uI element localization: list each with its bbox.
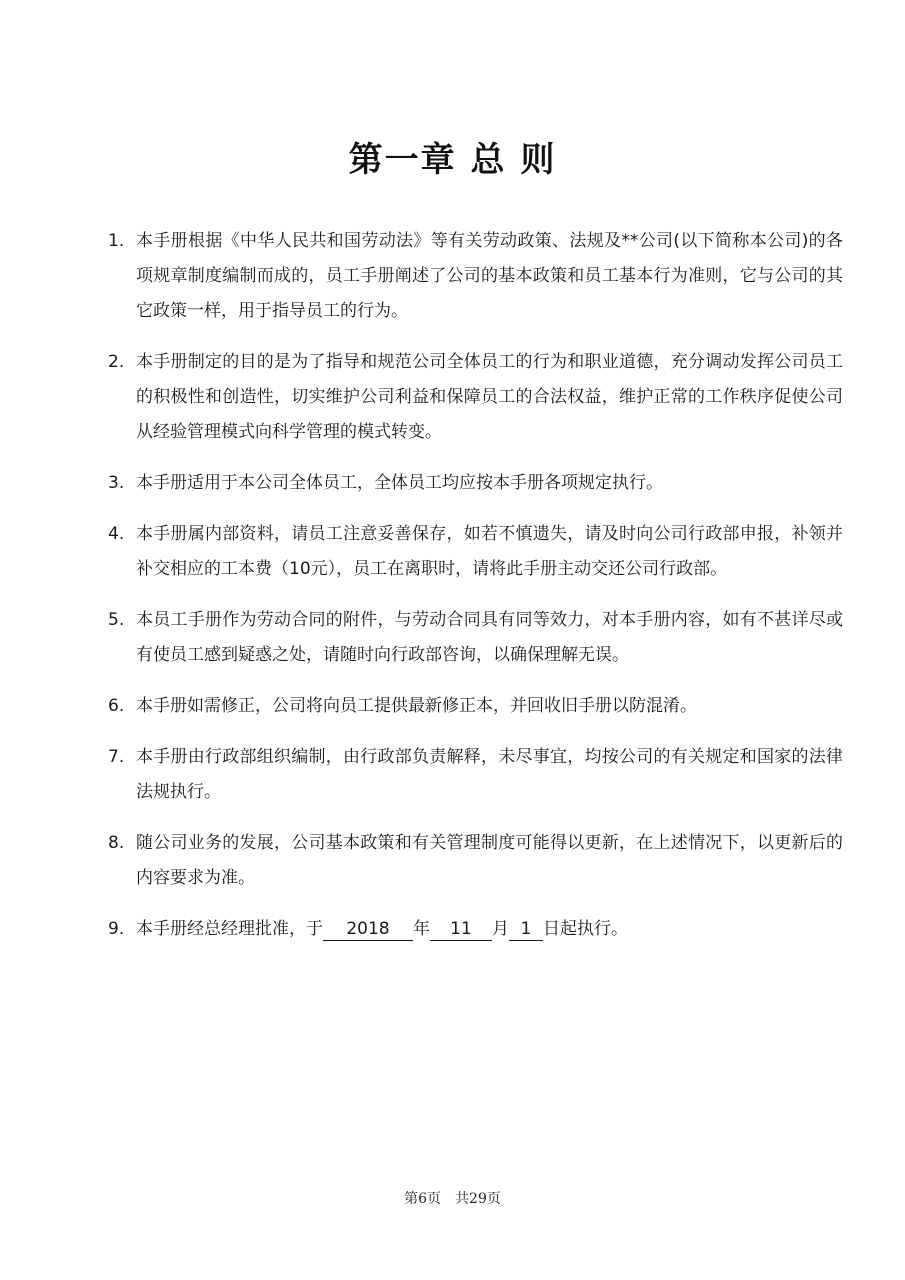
clause-text: 本手册根据《中华人民共和国劳动法》等有关劳动政策、法规及**公司(以下简称本公司)的各项规章制度编制而成的，员工手册阐述了公司的基本政策和员工基本行为准则，它与公司的其它政策一样，用于指导员工的行为。 <box>136 231 843 321</box>
clause-number: 8. <box>108 833 125 853</box>
year-blank: 2018 <box>323 918 413 941</box>
clause-item <box>108 517 843 587</box>
page-total: 共29页 <box>455 1191 501 1207</box>
clause-number: 3. <box>108 473 125 493</box>
year-unit: 年 <box>413 919 430 939</box>
month-unit: 月 <box>492 919 509 939</box>
clause-number: 1. <box>108 231 125 251</box>
clause-text: 本手册属内部资料，请员工注意妥善保存，如若不慎遗失，请及时向公司行政部申报，补领并补交相应的工本费（10元），员工在离职时，请将此手册主动交还公司行政部。 <box>136 524 843 579</box>
clause-item <box>108 466 843 501</box>
clause-item <box>108 603 843 673</box>
clause-item <box>108 224 843 329</box>
page-number: 第6页 <box>404 1191 442 1207</box>
clause-number: 5. <box>108 610 125 630</box>
clause-number: 9. <box>108 919 125 939</box>
clause-text: 本手册由行政部组织编制，由行政部负责解释，未尽事宜，均按公司的有关规定和国家的法律法规执行。 <box>136 747 843 802</box>
clause-text: 本员工手册作为劳动合同的附件，与劳动合同具有同等效力，对本手册内容，如有不甚详尽或有使员工感到疑惑之处，请随时向行政部咨询，以确保理解无误。 <box>136 610 843 665</box>
clause-text: 本手册如需修正，公司将向员工提供最新修正本，并回收旧手册以防混淆。 <box>136 696 697 716</box>
clause-number: 4. <box>108 524 125 544</box>
clause-number: 7. <box>108 747 125 767</box>
day-blank: 1 <box>509 918 543 941</box>
clause-text-prefix: 本手册经总经理批准，于 <box>136 919 323 939</box>
page-footer <box>0 1188 905 1208</box>
clause-text-suffix: 日起执行。 <box>543 919 628 939</box>
clause-item <box>108 689 843 724</box>
clause-list <box>108 224 843 963</box>
clause-text: 本手册适用于本公司全体员工，全体员工均应按本手册各项规定执行。 <box>136 473 663 493</box>
chapter-title: 第一章 总 则 <box>348 140 557 180</box>
clause-item <box>108 740 843 810</box>
clause-item <box>108 345 843 450</box>
month-blank: 11 <box>430 918 492 941</box>
clause-item <box>108 826 843 896</box>
clause-text: 随公司业务的发展，公司基本政策和有关管理制度可能得以更新，在上述情况下，以更新后的内容要求为准。 <box>136 833 843 888</box>
clause-text: 本手册制定的目的是为了指导和规范公司全体员工的行为和职业道德，充分调动发挥公司员工的积极性和创造性，切实维护公司利益和保障员工的合法权益，维护正常的工作秩序促使公司从经验管理模式向科学管理的模式转变。 <box>136 352 843 442</box>
clause-number: 2. <box>108 352 125 372</box>
clause-item-effective-date <box>108 912 843 947</box>
clause-number: 6. <box>108 696 125 716</box>
